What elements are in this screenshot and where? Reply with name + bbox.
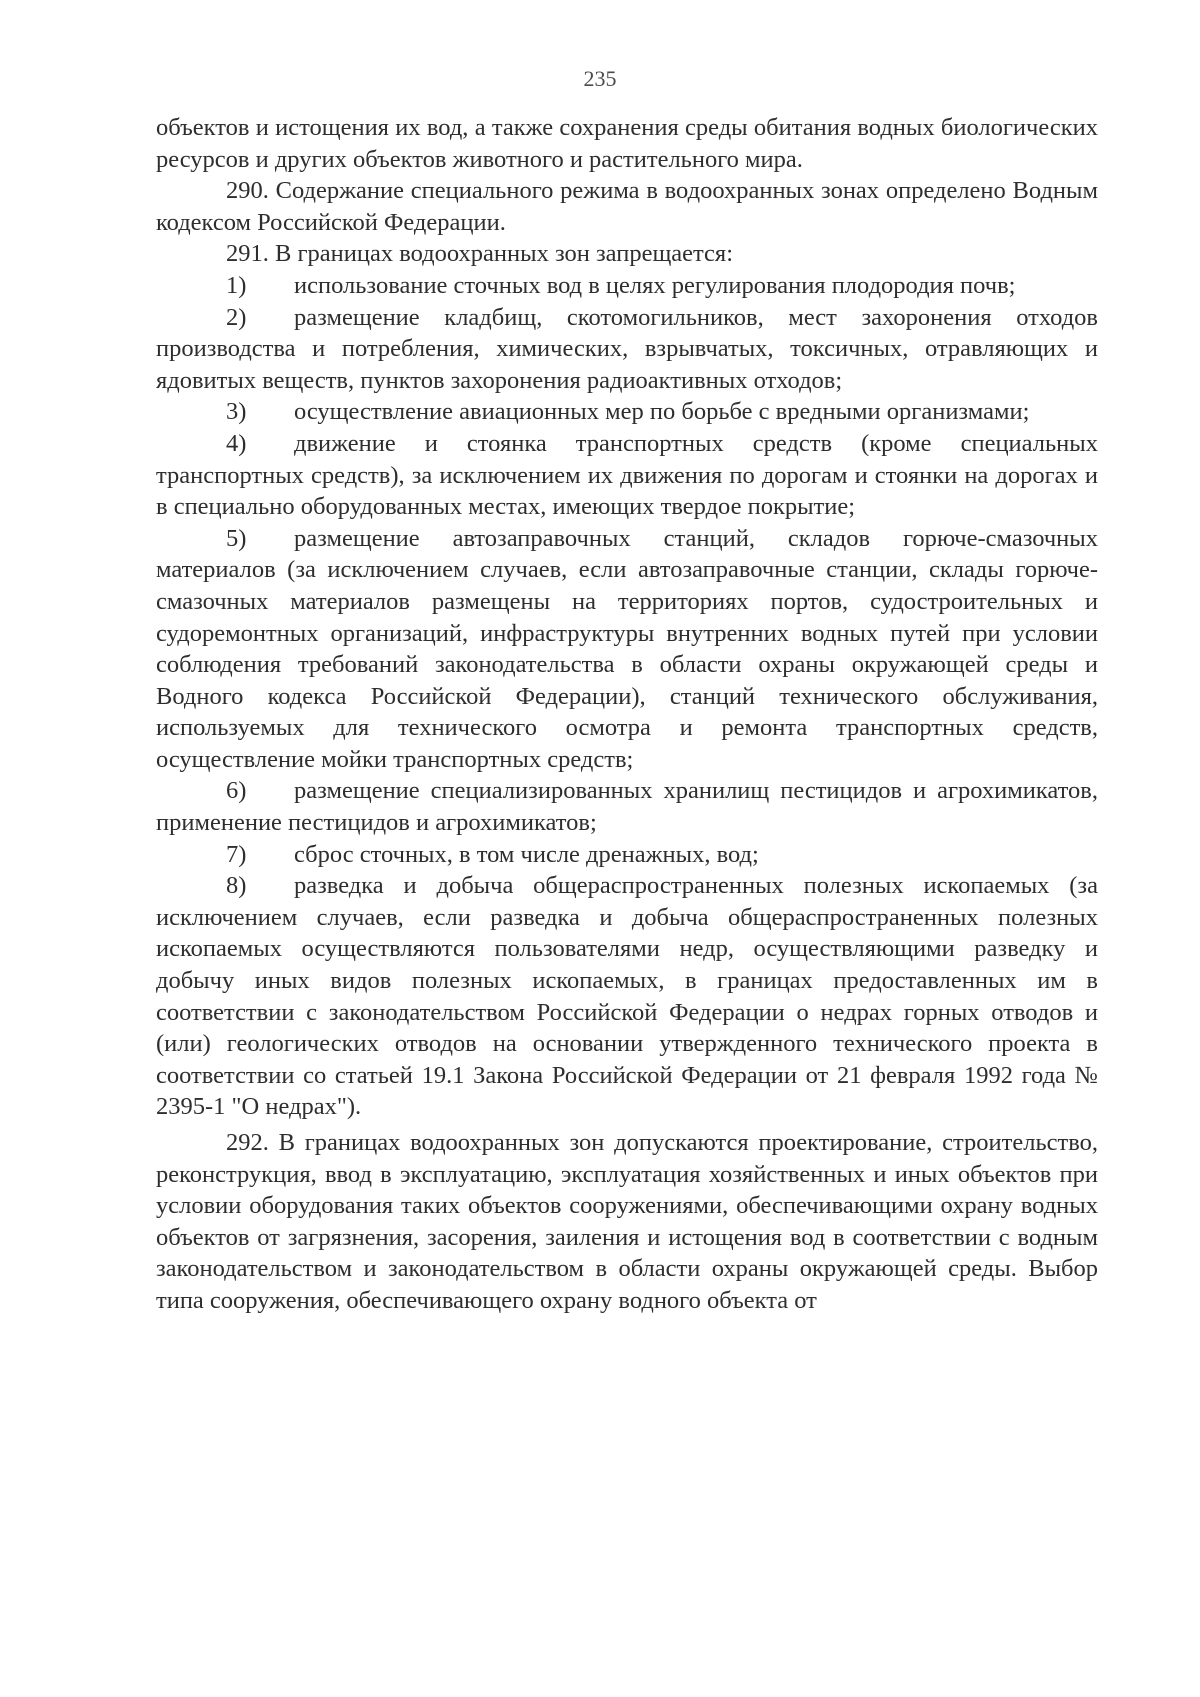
page-number: 235 xyxy=(583,66,617,91)
list-item-text: разведка и добыча общераспространенных полезных ископаемых (за исключением случаев, если разведка и добыча общераспространенных полезных ископаемых осуществляются пользователями недр, осуществляющими разведку и добычу иных видов полезных ископаемых, в границах предоставленных им в соответствии с законодательством Российской Федерации о недрах горных отводов и (или) геологических отводов на основании утвержденного технического проекта в соответствии со статьей 19.1 Закона Российской Федерации от 21 февраля 1992 года № 2395-1 "О недрах"). xyxy=(156,872,1098,1121)
list-item xyxy=(156,523,1098,776)
list-item xyxy=(156,775,1098,838)
list-item xyxy=(156,396,1098,428)
list-item xyxy=(156,839,1098,871)
list-item-number: 8) xyxy=(226,872,247,900)
list-item xyxy=(156,302,1098,397)
list-item-text: использование сточных вод в целях регулирования плодородия почв; xyxy=(294,271,1016,299)
document-body xyxy=(156,112,1098,1317)
list-item-number: 3) xyxy=(226,398,247,426)
list-item-number: 6) xyxy=(226,777,247,805)
list-item-text: сброс сточных, в том числе дренажных, вод; xyxy=(294,840,759,868)
list-item xyxy=(156,428,1098,523)
list-item-text: размещение специализированных хранилищ пестицидов и агрохимикатов, применение пестицидов и агрохимикатов; xyxy=(156,777,1098,837)
list-item-text: движение и стоянка транспортных средств (кроме специальных транспортных средств), за исключением их движения по дорогам и стоянки на дорогах и в специально оборудованных местах, имеющих твердое покрытие; xyxy=(156,429,1098,521)
list-item-number: 4) xyxy=(226,429,247,457)
list-item-number: 7) xyxy=(226,840,247,868)
paragraph-291: 291. В границах водоохранных зон запрещается: xyxy=(226,240,734,268)
paragraph-292: 292. В границах водоохранных зон допускаются проектирование, строительство, реконструкция, ввод в эксплуатацию, эксплуатация хозяйственных и иных объектов при условии оборудования таких объектов сооружениями, обеспечивающими охрану водных объектов от загрязнения, засорения, заиления и истощения вод в соответствии с водным законодательством и законодательством в области охраны окружающей среды. Выбор типа сооружения, обеспечивающего охрану водного объекта от xyxy=(156,1129,1098,1314)
list-item-text: размещение автозаправочных станций, складов горюче-смазочных материалов (за исключением случаев, если автозаправочные станции, склады горюче-смазочных материалов размещены на территориях портов, судостроительных и судоремонтных организаций, инфраструктуры внутренних водных путей при условии соблюдения требований законодательства в области охраны окружающей среды и Водного кодекса Российской Федерации), станций технического обслуживания, используемых для технического осмотра и ремонта транспортных средств, осуществление мойки транспортных средств; xyxy=(156,524,1098,773)
list-item-text: размещение кладбищ, скотомогильников, мест захоронения отходов производства и потребления, химических, взрывчатых, токсичных, отравляющих и ядовитых веществ, пунктов захоронения радиоактивных отходов; xyxy=(156,303,1098,394)
list-item-number: 2) xyxy=(226,303,247,331)
list-item xyxy=(156,870,1098,1123)
paragraph-290: 290. Содержание специального режима в водоохранных зонах определено Водным кодексом Российской Федерации. xyxy=(156,177,1098,236)
list-item-text: осуществление авиационных мер по борьбе с вредными организмами; xyxy=(294,398,1030,426)
list-item-number: 1) xyxy=(226,271,247,299)
list-item xyxy=(156,270,1098,302)
paragraph-continuation: объектов и истощения их вод, а также сохранения среды обитания водных биологических ресурсов и других объектов животного и растительного мира. xyxy=(156,114,1098,173)
list-item-number: 5) xyxy=(226,524,247,552)
